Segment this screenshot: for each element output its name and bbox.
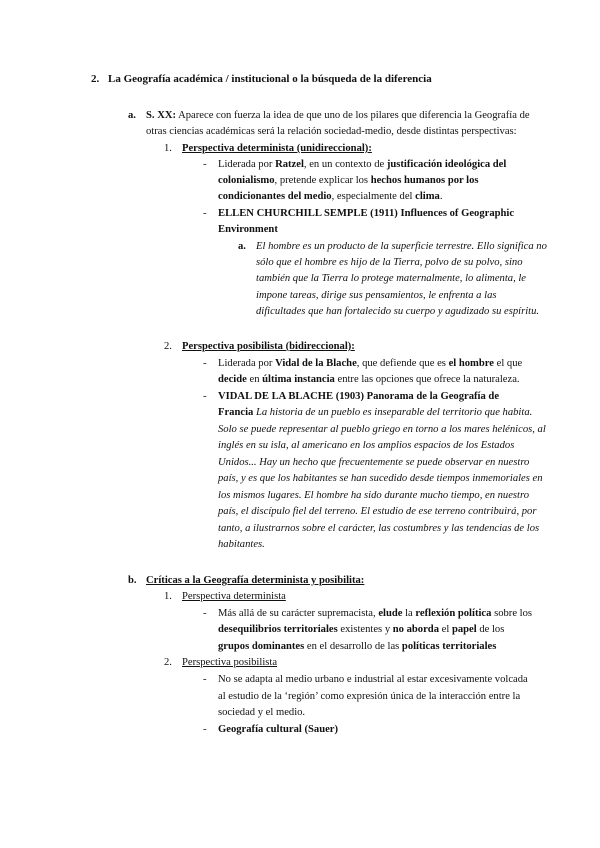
- p2-title: Perspectiva posibilista (bidireccional):: [182, 341, 355, 352]
- p1-quote-marker: a.: [238, 241, 246, 252]
- text-run: justificación ideológica del: [386, 159, 507, 170]
- text-run: decide: [218, 374, 247, 385]
- p2-b2-line4: inglés en su isla, al americano en los amplios espacios de los Estados: [218, 440, 515, 451]
- text-run: existentes y: [337, 624, 393, 635]
- p1-b1-line3: [218, 189, 443, 204]
- text-run: sobre los: [491, 608, 533, 619]
- p2-b2-line2: [218, 405, 532, 420]
- text-run: clima: [415, 191, 440, 202]
- p2-b2-line3: Solo se puede representar al pueblo griego en torno a los mares helénicos, al: [218, 424, 546, 435]
- p1-b1-line2: [218, 173, 479, 188]
- text-run: Más allá de su carácter supremacista,: [218, 608, 379, 619]
- p2-b2-line9: tanto, a ilustrarnos sobre el carácter, las costumbres y las tendencias de los: [218, 523, 540, 534]
- p1-quote-line2: sólo que el hombre es hijo de la Tierra, polvo de su polvo, sino: [256, 257, 523, 268]
- text-run: desequilibrios territoriales: [218, 624, 338, 635]
- c1-line3: [218, 639, 496, 654]
- text-run: el que: [493, 358, 523, 369]
- text-run: reflexión política: [415, 608, 492, 619]
- item-a-marker: a.: [128, 110, 136, 121]
- p2-b2-line7: los mismos lugares. El hombre ha sido durante mucho tiempo, en nuestro: [218, 490, 530, 501]
- item-a-line1: [146, 108, 530, 123]
- text-run: políticas territoriales: [401, 641, 497, 652]
- c1-line2: [218, 622, 504, 637]
- c2-dash: -: [203, 674, 207, 685]
- text-run: el: [439, 624, 452, 635]
- p2-b2-line1: VIDAL DE LA BLACHE (1903) Panorama de la Geografía de: [218, 391, 500, 402]
- text-run: Liderada por: [218, 159, 276, 170]
- text-run: condicionantes del medio: [218, 191, 332, 202]
- text-run: última instancia: [262, 374, 335, 385]
- p1-b2-line2: Environment: [218, 224, 278, 235]
- p2-b1-line2: [218, 372, 520, 387]
- text-run: la: [402, 608, 416, 619]
- text-run: colonialismo: [218, 175, 275, 186]
- c1-dash: -: [203, 608, 207, 619]
- item-b-title: Críticas a la Geografía determinista y posibilita:: [146, 575, 365, 586]
- text-run: entre las opciones que ofrece la naturaleza.: [334, 374, 520, 385]
- c2-line1: No se adapta al medio urbano e industrial al estar excesivamente volcada: [218, 674, 528, 685]
- p2-b1-line1: [218, 356, 522, 371]
- p1-quote-line1: El hombre es un producto de la superficie terrestre. Ello significa no: [256, 241, 547, 252]
- p1-b1-line1: [218, 157, 506, 172]
- c2-number: 2.: [164, 657, 172, 668]
- p1-quote-line5: dificultades que han fortalecido su cuerpo y agudizado su espíritu.: [256, 306, 540, 317]
- text-run: Francia: [218, 407, 254, 418]
- text-run: en el desarrollo de las: [304, 641, 402, 652]
- p2-b2-line6: país, y es que los habitantes se han sucedido desde tiempos inmemoriales en: [218, 473, 543, 484]
- text-run: .: [439, 191, 443, 202]
- text-run: no aborda: [392, 624, 439, 635]
- item-a-label: S. XX:: [146, 110, 177, 121]
- text-run: el hombre: [448, 358, 494, 369]
- c1-number: 1.: [164, 591, 172, 602]
- text-run: Vidal de la Blache: [275, 358, 357, 369]
- c1-title: Perspectiva determinista: [182, 591, 286, 602]
- p1-quote-line3: también que la Tierra lo protege maternalmente, lo alimenta, le: [256, 273, 527, 284]
- section-number: 2.: [91, 73, 100, 85]
- text-run: hechos humanos por los: [370, 175, 479, 186]
- p2-b2-dash: -: [203, 391, 207, 402]
- c2-line4: Geografía cultural (Sauer): [218, 724, 339, 735]
- p2-b2-line5: Unidos... Hay un hecho que frecuentemente se puede observar en nuestro: [218, 457, 530, 468]
- section-title: La Geografía académica / institucional o la búsqueda de la diferencia: [108, 73, 432, 85]
- p1-b2-line1: ELLEN CHURCHILL SEMPLE (1911) Influences of Geographic: [218, 208, 515, 219]
- p2-b2-line10: habitantes.: [218, 539, 265, 550]
- p2-b1-dash: -: [203, 358, 207, 369]
- item-a-text1: Aparece con fuerza la idea de que uno de los pilares que diferencia la Geografía de: [178, 110, 530, 121]
- text-run: Liderada por: [218, 358, 276, 369]
- text-run: , especialmente del: [331, 191, 416, 202]
- p1-quote-line4: impone tareas, dirige sus pensamientos, le enfrenta a las: [256, 290, 497, 301]
- item-a-line2: otras ciencias académicas será la relación sociedad-medio, desde distintas perspectivas:: [146, 126, 517, 137]
- text-run: , pretende explicar los: [274, 175, 371, 186]
- c1-line1: [218, 606, 532, 621]
- text-run: , en un contexto de: [303, 159, 387, 170]
- text-run: papel: [451, 624, 477, 635]
- c2-line2: al estudio de la ‘región’ como expresión única de la interacción entre la: [218, 691, 521, 702]
- text-run: La historia de un pueblo es inseparable del territorio que habita.: [253, 407, 533, 418]
- p2-number: 2.: [164, 341, 172, 352]
- p1-number: 1.: [164, 143, 172, 154]
- c2-line3: sociedad y el medio.: [218, 707, 306, 718]
- p1-b2-dash: -: [203, 208, 207, 219]
- text-run: Ratzel: [275, 159, 304, 170]
- p1-title: Perspectiva determinista (unidireccional):: [182, 143, 372, 154]
- p1-b1-dash: -: [203, 159, 207, 170]
- text-run: , que defiende que es: [356, 358, 449, 369]
- text-run: de los: [476, 624, 505, 635]
- text-run: grupos dominantes: [218, 641, 305, 652]
- text-run: elude: [378, 608, 403, 619]
- item-b-marker: b.: [128, 575, 137, 586]
- c2-title: Perspectiva posibilista: [182, 657, 278, 668]
- text-run: en: [246, 374, 263, 385]
- p2-b2-line8: país, el discípulo fiel del terreno. El estudio de ese terreno contribuirá, por: [218, 506, 537, 517]
- c2-dash2: -: [203, 724, 207, 735]
